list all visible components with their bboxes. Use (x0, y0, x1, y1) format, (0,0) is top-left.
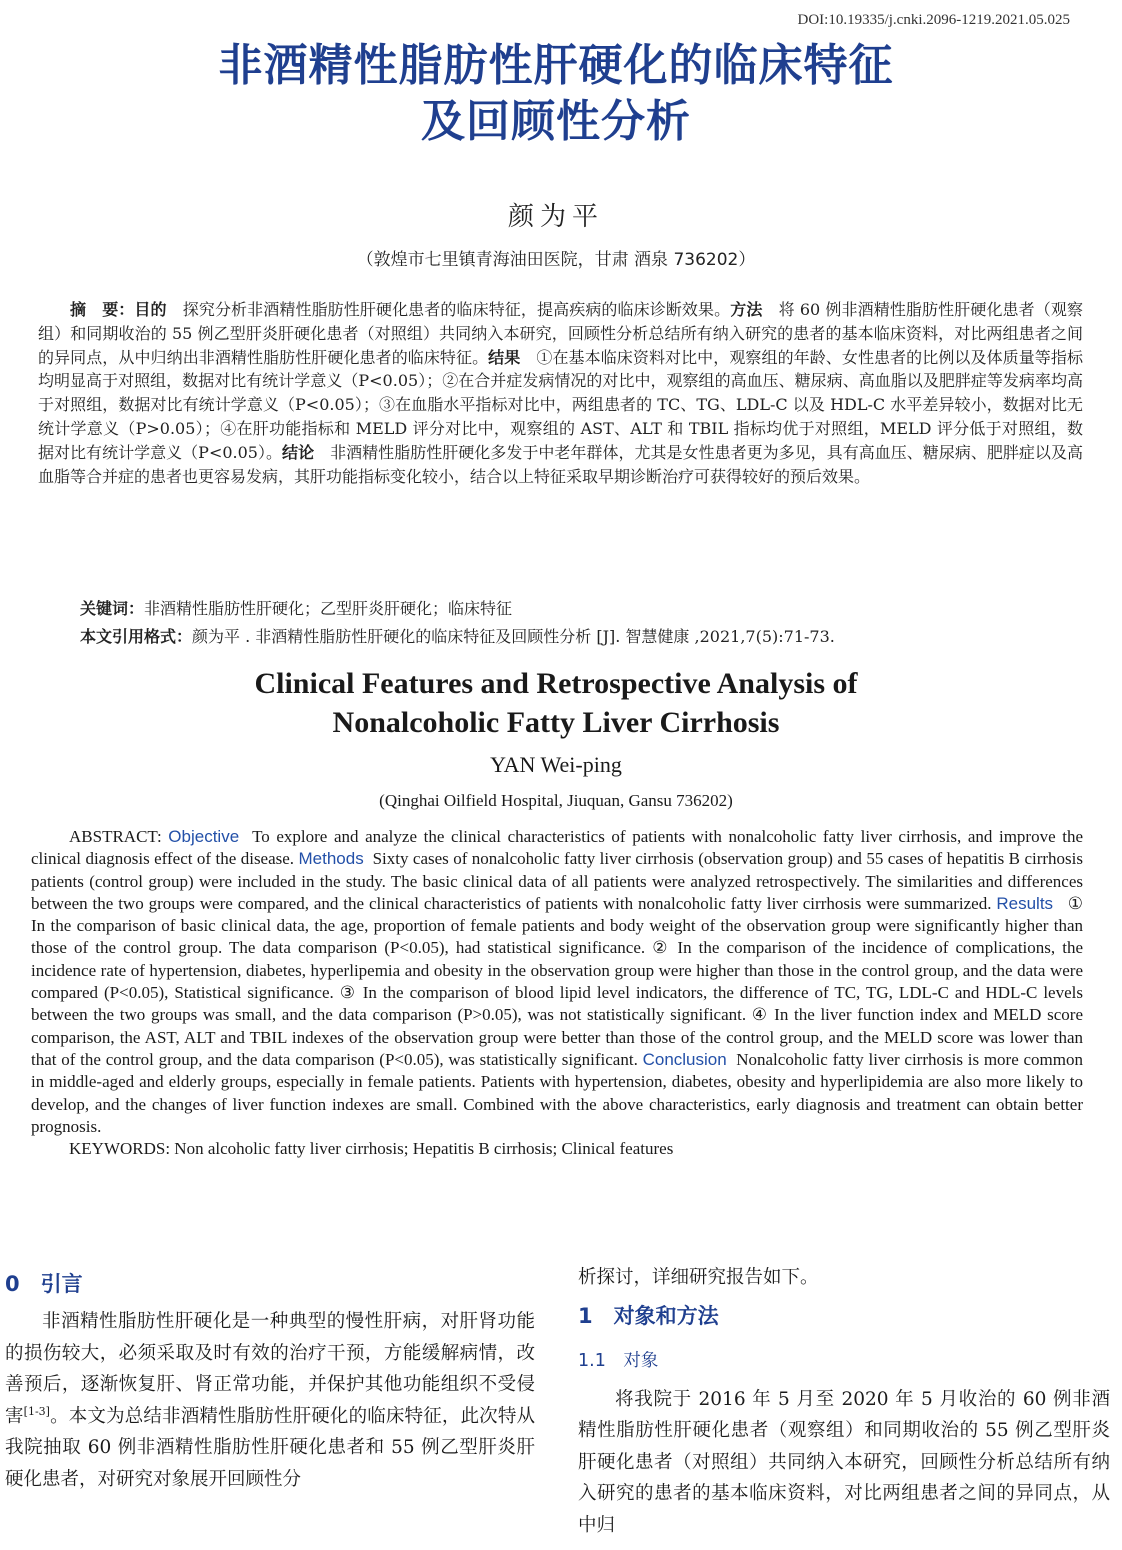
english-author: YAN Wei-ping (490, 752, 622, 777)
chinese-affiliation: （敦煌市七里镇青海油田医院，甘肃 酒泉 736202） (356, 250, 756, 270)
section-1-1-paragraph: 将我院于 2016 年 5 月至 2020 年 5 月收治的 60 例非酒精性脂肪性肝硬化患者（观察组）和同期收治的 55 例乙型肝炎肝硬化患者（对照组）共同纳入本研究，回顾性分析总结所有纳入研究的患者的基本临床资料，对比两组患者之间的异同点，从中归 (578, 1388, 1110, 1536)
objective-en-text: To explore and analyze the clinical characteristics of patients with nonalcoholic fatty liver cirrhosis, and improve the clinical diagnosis effect of the disease. (31, 827, 1083, 869)
english-title-line-1: Clinical Features and Retrospective Analysis of (254, 667, 858, 700)
left-column (5, 1262, 535, 1495)
results-en-label: Results (996, 893, 1054, 913)
section-0-heading: 0 引言 (5, 1272, 83, 1296)
right-column (578, 1262, 1110, 1541)
citation-format (80, 624, 835, 647)
conclusion-label: 结论 (282, 442, 315, 462)
chinese-abstract (38, 298, 1083, 488)
methods-text: 将 60 例非酒精性脂肪性肝硬化患者（观察组）和同期收治的 55 例乙型肝炎肝硬化患者（对照组）共同纳入本研究，回顾性分析总结所有纳入研究的患者的基本临床资料，对比两组患者之间的异同点，从中归纳出非酒精性脂肪性肝硬化患者的临床特征。 (38, 300, 1083, 367)
methods-en-text: Sixty cases of nonalcoholic fatty liver cirrhosis (observation group) and 55 cases of hepatitis B cirrhosis patients (control group) were included in the study. The basic clinical data of all patients were analyzed retrospectively. The similarities and differences between the two groups were compared, and the clinical characteristics of patients with nonalcoholic fatty liver cirrhosis were summarized. (31, 849, 1084, 913)
keywords-label: 关键词： (80, 599, 145, 618)
results-text: ①在基本临床资料对比中，观察组的年龄、女性患者的比例以及体质量等指标均明显高于对照组，数据对比有统计学意义（P<0.05）；②在合并症发病情况的对比中，观察组的高血压、糖尿病、高血脂以及肥胖症等发病率均高于对照组，数据对比有统计学意义（P<0.05）；③在血脂水平指标对比中，两组患者的 TC、TG、LDL-C 以及 HDL-C 水平差异较小，数据对比无统计学意义（P>0.05）；④在肝功能指标和 MELD 评分对比中，观察组的 AST、ALT 和 TBIL 指标均优于对照组，MELD 评分低于对照组，数据对比有统计学意义（P<0.05）。 (38, 347, 1083, 462)
chinese-keywords (80, 596, 512, 619)
objective-en-label: Objective (168, 827, 240, 846)
chinese-title (0, 38, 1112, 150)
results-label: 结果 (488, 347, 521, 367)
english-title (0, 664, 1112, 742)
section-0-paragraph (5, 1306, 535, 1495)
english-affiliation: (Qinghai Oilfield Hospital, Jiuquan, Gansu 736202) (379, 791, 733, 810)
english-keywords: KEYWORDS: Non alcoholic fatty liver cirrhosis; Hepatitis B cirrhosis; Clinical features (69, 1139, 674, 1159)
abstract-label: 摘 要： (70, 300, 135, 319)
conclusion-text: 非酒精性脂肪性肝硬化多发于中老年群体，尤其是女性患者更为多见，具有高血压、糖尿病、肥胖症以及高血脂等合并症的患者也更容易发病，其肝功能指标变化较小，结合以上特征采取早期诊断治疗可获得较好的预后效果。 (38, 442, 1083, 486)
citation-ref: [1-3] (23, 1404, 50, 1418)
keywords-text: 非酒精性脂肪性肝硬化；乙型肝炎肝硬化；临床特征 (144, 599, 513, 618)
intro-text-a: 非酒精性脂肪性肝硬化是一种典型的慢性肝病，对肝肾功能的损伤较大，必须采取及时有效的治疗干预，方能缓解病情，改善预后，逐渐恢复肝、肾正常功能，并保护其他功能组织不受侵害 (5, 1311, 535, 1427)
abstract-en-label: ABSTRACT: (69, 827, 169, 846)
conclusion-en-text: Nonalcoholic fatty liver cirrhosis is more common in middle-aged and elderly groups, especially in female patients. Patients with hypertension, diabetes, obesity and hyperlipidemia are also more likely to develop, and the changes of liver function indexes are small. Combined with the above characteristics, early diagnosis and treatment can obtain better prognosis. (31, 1049, 1084, 1136)
citation-label: 本文引用格式： (80, 627, 193, 646)
chinese-author: 颜为平 (507, 202, 604, 232)
objective-text: 探究分析非酒精性脂肪性肝硬化患者的临床特征，提高疾病的临床诊断效果。 (182, 300, 731, 319)
chinese-title-line-1: 非酒精性脂肪性肝硬化的临床特征 (218, 40, 894, 91)
english-title-line-2: Nonalcoholic Fatty Liver Cirrhosis (332, 706, 780, 739)
chinese-title-line-2: 及回顾性分析 (421, 96, 691, 147)
english-abstract (31, 826, 1083, 1160)
methods-en-label: Methods (298, 849, 364, 869)
doi-line: DOI:10.19335/j.cnki.2096-1219.2021.05.025 (797, 12, 1070, 28)
section-1-1-heading: 1.1 对象 (578, 1350, 659, 1371)
objective-label: 目的 (134, 300, 167, 319)
section-1-heading: 1 对象和方法 (578, 1303, 719, 1328)
conclusion-en-label: Conclusion (642, 1049, 727, 1069)
citation-text: 颜为平 . 非酒精性脂肪性肝硬化的临床特征及回顾性分析 [J]. 智慧健康 ,2021,7(5):71-73. (192, 627, 835, 646)
results-en-text: ① In the comparison of basic clinical data, the age, proportion of female patients and body weight of the observation group were significantly higher than those of the control group. The data comparison (P<0.05), had statistical significance. ② In the comparison of the incidence of complications, the incidence rate of hypertension, diabetes, hyperlipemia and obesity in the observation group were higher than those in the control group, and the data were compared (P<0.05), Statistical significance. ③ In the comparison of blood lipid level indicators, the difference of TC, TG, LDL-C and HDL-C levels between the two groups was small, and the data comparison (P>0.05), was not statistically significant. ④ In the liver function index and MELD score comparison, the AST, ALT and TBIL indexes of the observation group were better than those of the control group, and the MELD score was lower than that of the control group, and the data comparison (P<0.05), was statistically significant. (31, 893, 1084, 1069)
intro-continued: 析探讨，详细研究报告如下。 (578, 1267, 819, 1288)
methods-label: 方法 (730, 300, 763, 319)
intro-text-b: 。本文为总结非酒精性脂肪性肝硬化的临床特征，此次特从我院抽取 60 例非酒精性脂肪性肝硬化患者和 55 例乙型肝炎肝硬化患者，对研究对象展开回顾性分 (5, 1405, 535, 1490)
